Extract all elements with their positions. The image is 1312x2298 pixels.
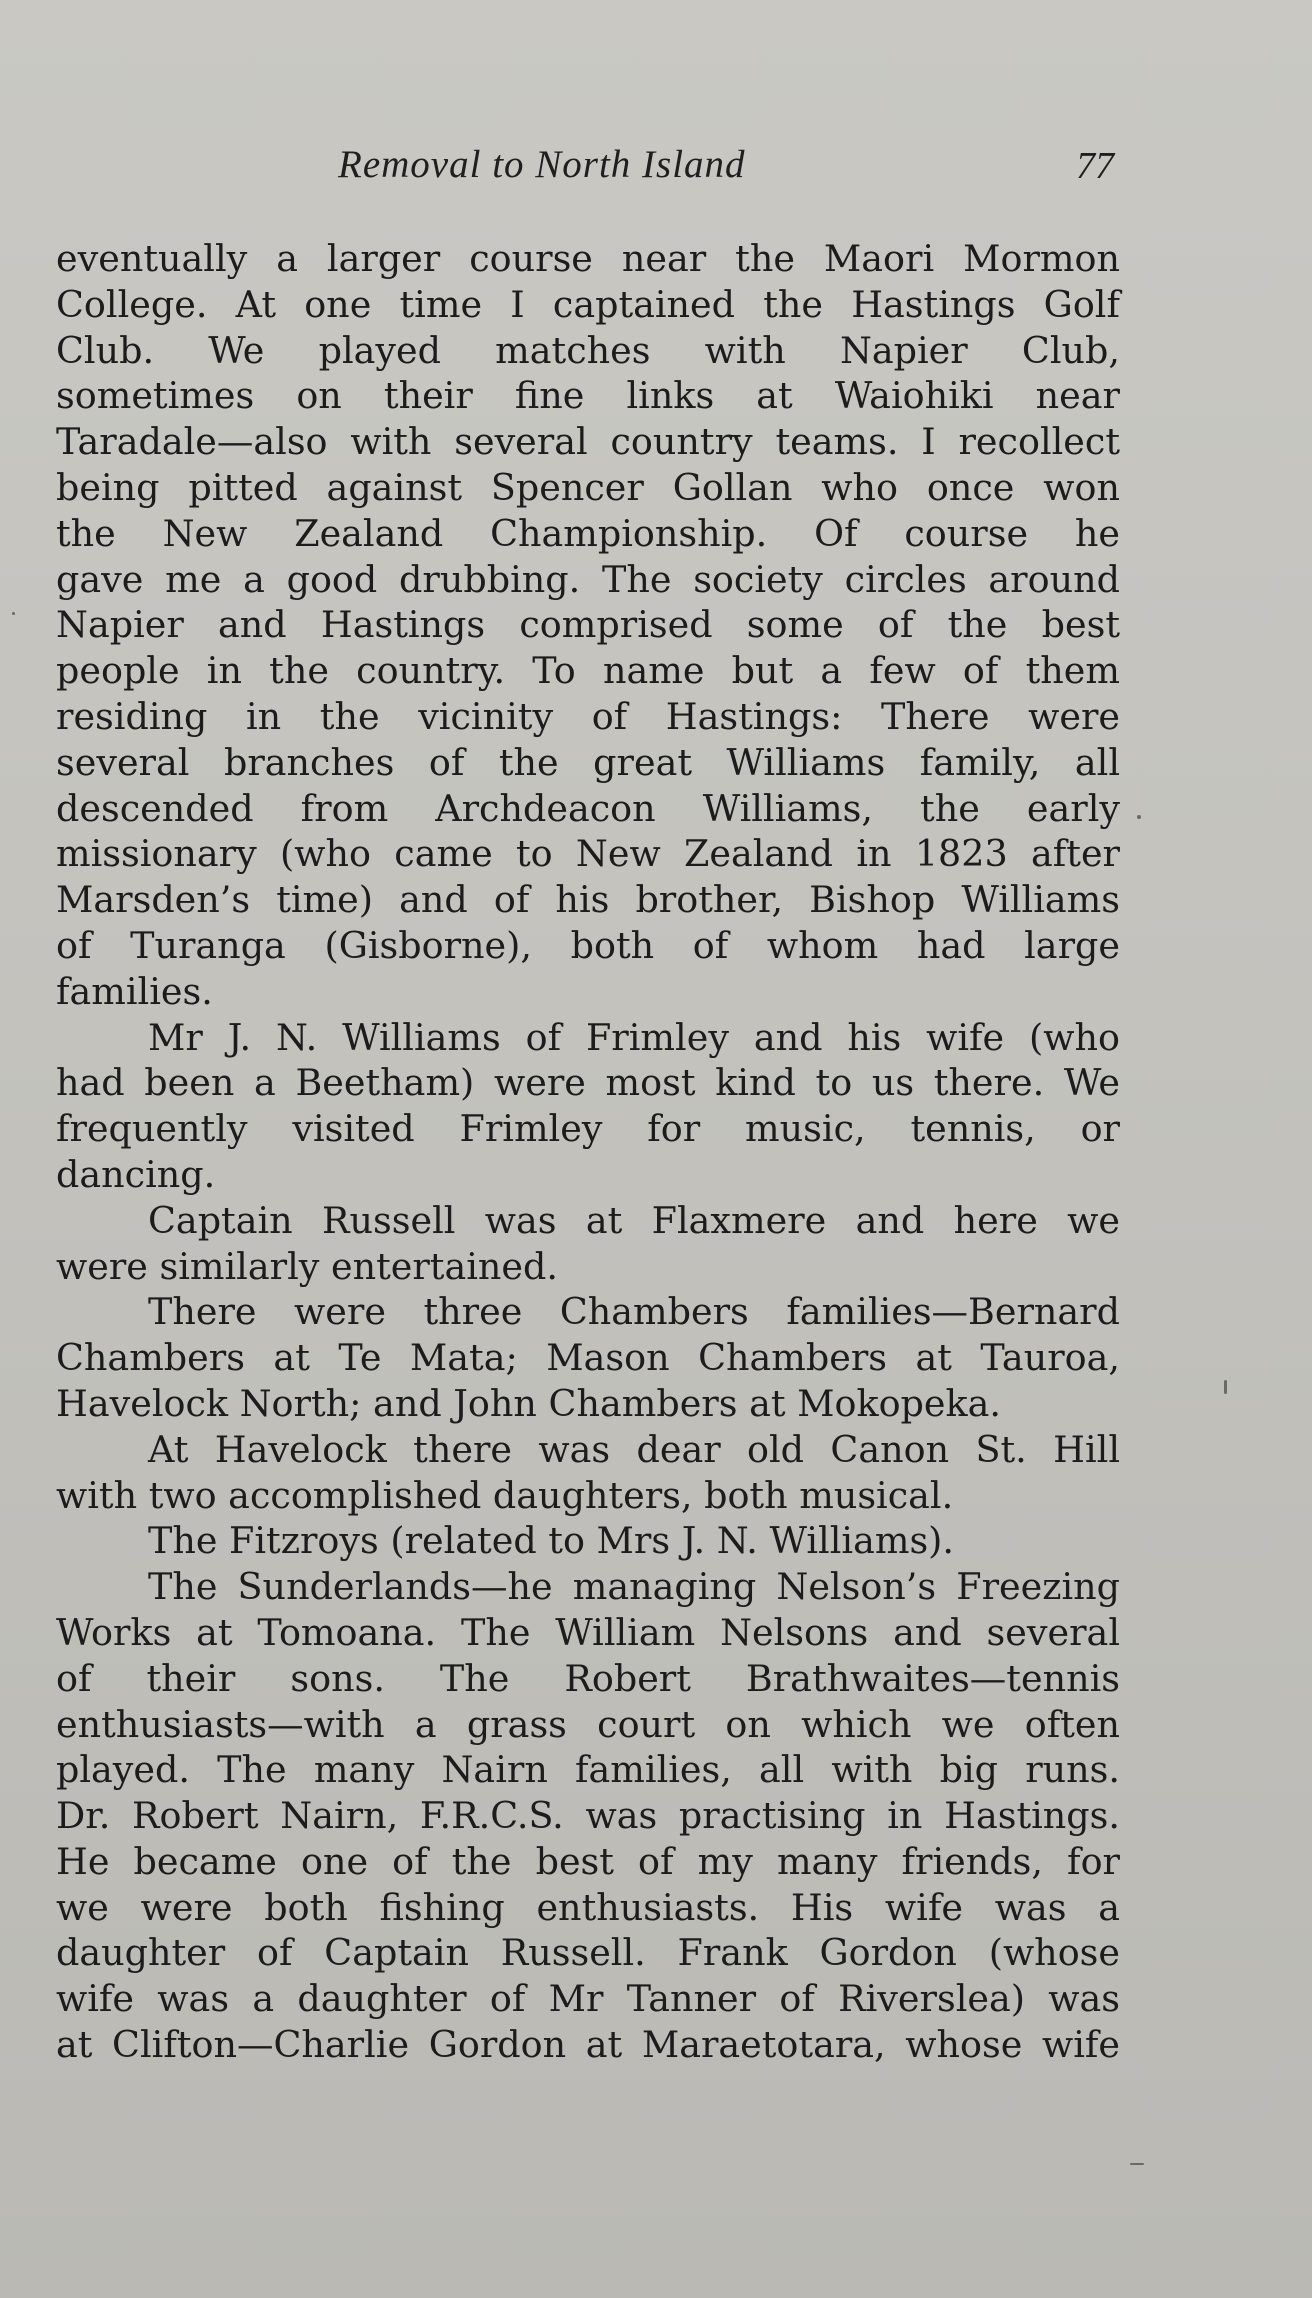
text-line: of Turanga (Gisborne), both of whom had large xyxy=(56,923,1120,967)
text-line: At Havelock there was dear old Canon St. Hill xyxy=(148,1427,1120,1471)
text-line: There were three Chambers families—Bernard xyxy=(148,1290,1120,1334)
text-line: descended from Archdeacon Williams, the early xyxy=(56,786,1120,830)
text-line: Chambers at Te Mata; Mason Chambers at Tauroa, xyxy=(56,1336,1120,1380)
text-line: gave me a good drubbing. The society circles around xyxy=(56,557,1120,601)
text-line: Mr J. N. Williams of Frimley and his wife (who xyxy=(148,1015,1120,1059)
text-line: Havelock North; and John Chambers at Mokopeka. xyxy=(56,1381,1001,1425)
text-line: the New Zealand Championship. Of course he xyxy=(56,511,1120,555)
text-line: Marsden’s time) and of his brother, Bishop Williams xyxy=(56,878,1120,922)
text-line: missionary (who came to New Zealand in 1823 after xyxy=(56,832,1120,876)
page-number: 77 xyxy=(1076,145,1114,187)
running-title: Removal to North Island xyxy=(338,143,746,186)
text-line: residing in the vicinity of Hastings: There were xyxy=(56,694,1120,738)
paper-speck xyxy=(1224,1380,1227,1394)
text-line: played. The many Nairn families, all with big runs. xyxy=(56,1748,1120,1792)
text-line: were similarly entertained. xyxy=(56,1244,558,1288)
text-line: sometimes on their fine links at Waiohiki near xyxy=(56,374,1120,418)
text-line: dancing. xyxy=(56,1152,216,1196)
text-line: Napier and Hastings comprised some of the best xyxy=(56,603,1120,647)
text-line: families. xyxy=(56,969,213,1013)
text-line: with two accomplished daughters, both musical. xyxy=(56,1473,954,1517)
text-line: we were both fishing enthusiasts. His wife was a xyxy=(56,1885,1120,1929)
text-line: College. At one time I captained the Hastings Golf xyxy=(56,282,1120,326)
paper-speck xyxy=(1137,815,1141,819)
text-line: people in the country. To name but a few of them xyxy=(56,649,1120,693)
text-line: had been a Beetham) were most kind to us there. We xyxy=(56,1061,1120,1105)
text-line: at Clifton—Charlie Gordon at Maraetotara, whose wife xyxy=(56,2023,1120,2067)
text-line: The Fitzroys (related to Mrs J. N. Williams). xyxy=(148,1519,955,1563)
text-line: enthusiasts—with a grass court on which we often xyxy=(56,1702,1120,1746)
text-line: He became one of the best of my many friends, for xyxy=(56,1839,1120,1883)
running-head xyxy=(0,142,1312,202)
text-line: Dr. Robert Nairn, F.R.C.S. was practising in Hastings. xyxy=(56,1794,1120,1838)
text-line: several branches of the great Williams family, all xyxy=(56,740,1120,784)
text-line: of their sons. The Robert Brathwaites—tennis xyxy=(56,1656,1120,1700)
paper-speck xyxy=(12,612,15,615)
text-line: Taradale—also with several country teams. I recollect xyxy=(56,420,1120,464)
text-line: Captain Russell was at Flaxmere and here we xyxy=(148,1198,1120,1242)
text-line: eventually a larger course near the Maori Mormon xyxy=(56,237,1120,280)
text-line: being pitted against Spencer Gollan who once won xyxy=(56,465,1120,509)
text-line: frequently visited Frimley for music, tennis, or xyxy=(56,1107,1120,1151)
text-line: Club. We played matches with Napier Club, xyxy=(56,328,1120,372)
text-line: Works at Tomoana. The William Nelsons and several xyxy=(56,1610,1120,1654)
text-line: daughter of Captain Russell. Frank Gordon (whose xyxy=(56,1931,1120,1975)
text-line: The Sunderlands—he managing Nelson’s Freezing xyxy=(148,1565,1120,1609)
paper-speck xyxy=(1130,2163,1144,2165)
body-text xyxy=(56,236,1120,2068)
text-line: wife was a daughter of Mr Tanner of Riverslea) was xyxy=(56,1977,1120,2021)
